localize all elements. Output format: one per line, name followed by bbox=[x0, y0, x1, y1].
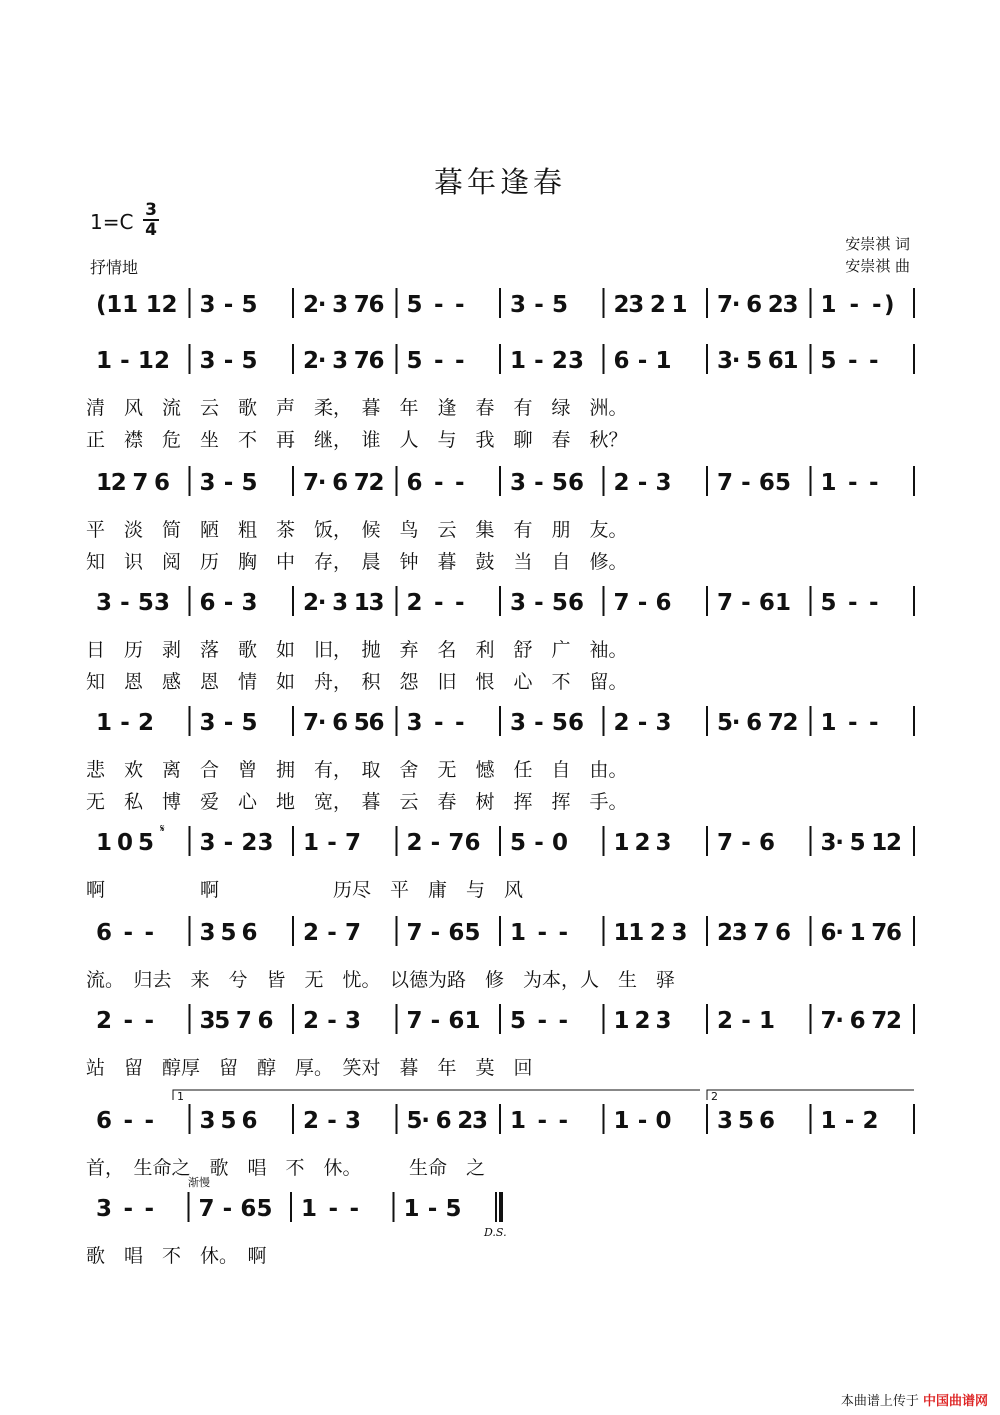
measure-notes: 2 - 76 bbox=[406, 830, 481, 856]
measure-notes: 5· 6 72 bbox=[717, 710, 799, 736]
measure-notes: 7 - 65 bbox=[198, 1196, 273, 1222]
measure-notes: 3 - - bbox=[406, 710, 465, 736]
measure-notes: 6 - - bbox=[96, 920, 154, 946]
measure-notes: 1 - - bbox=[510, 920, 568, 946]
measure-notes: 1 - - bbox=[820, 470, 879, 496]
measure-notes: 7 - 6 bbox=[613, 590, 672, 616]
measure-notes: 2 - 3 bbox=[613, 470, 672, 496]
lyric-line: 歌 唱 不 休。 啊 bbox=[86, 1245, 267, 1267]
time-signature-bottom: 4 bbox=[143, 219, 159, 239]
measure-notes: 6 - 1 bbox=[613, 348, 672, 374]
measure-notes: 5 - - bbox=[406, 348, 465, 374]
measure-notes: 6· 1 76 bbox=[820, 920, 902, 946]
measure-notes: 2· 3 76 bbox=[303, 348, 385, 374]
measure-notes: 2 - 3 bbox=[613, 710, 672, 736]
lyric-line: 悲 欢 离 合 曾 拥 有， 取 舍 无 憾 任 自 由。 bbox=[86, 759, 628, 781]
measure-notes: 1 2 3 bbox=[613, 1008, 672, 1034]
measure-notes: 1 - 12 bbox=[96, 348, 170, 374]
measure-notes: (11 12 bbox=[96, 292, 178, 318]
measure-notes: 2 - 3 bbox=[303, 1108, 361, 1134]
measure-notes: 3 5 6 bbox=[199, 1108, 258, 1134]
measure-notes: 2 - 1 bbox=[717, 1008, 775, 1034]
segno-icon: 𝄋 bbox=[160, 822, 165, 835]
measure-notes: 3 - 5 bbox=[199, 710, 258, 736]
measure-notes: 6 - - bbox=[406, 470, 465, 496]
measure-notes: 1 - 2 bbox=[96, 710, 154, 736]
measure-notes: 3 - 5 bbox=[199, 348, 258, 374]
volta-bracket-2 bbox=[707, 1090, 914, 1100]
tempo-marking: 抒情地 bbox=[90, 258, 139, 277]
lyric-line: 知 识 阅 历 胸 中 存， 晨 钟 暮 鼓 当 自 修。 bbox=[86, 551, 628, 573]
measure-notes: 5· 6 23 bbox=[406, 1108, 488, 1134]
measure-notes: 3 5 6 bbox=[717, 1108, 775, 1134]
ds-marking: D.S. bbox=[484, 1226, 507, 1239]
measure-notes: 1 - 23 bbox=[510, 348, 584, 374]
measure-notes: 7 - 65 bbox=[717, 470, 791, 496]
measure-notes: 35 7 6 bbox=[199, 1008, 274, 1034]
measure-notes: 1 - 7 bbox=[303, 830, 361, 856]
measure-notes: 3 - 5 bbox=[510, 292, 568, 318]
volta-bracket-1 bbox=[173, 1090, 700, 1100]
measure-notes: 1 - - bbox=[510, 1108, 568, 1134]
measure-notes: 5 - - bbox=[510, 1008, 568, 1034]
measure-notes: 3 - 56 bbox=[510, 470, 584, 496]
measure-notes: 1 - - bbox=[301, 1196, 359, 1222]
lyric-line: 流。 归去 来 兮 皆 无 忧。 以德为路 修 为本，人 生 驿 bbox=[86, 969, 676, 991]
key-signature: 1=C bbox=[90, 210, 134, 234]
measure-notes: 1 0 5 bbox=[96, 830, 154, 856]
measure-notes: 23 7 6 bbox=[717, 920, 791, 946]
measure-notes: 1 - - bbox=[820, 710, 879, 736]
measure-notes: 5 - - bbox=[406, 292, 465, 318]
measure-notes: 2· 3 76 bbox=[303, 292, 385, 318]
measure-notes: 3 5 6 bbox=[199, 920, 258, 946]
measure-notes: 2· 3 13 bbox=[303, 590, 385, 616]
composer-credit: 安崇祺 曲 bbox=[845, 257, 910, 275]
lyric-line: 日 历 剥 落 歌 如 旧， 抛 弃 名 利 舒 广 袖。 bbox=[86, 639, 628, 661]
lyric-line: 站 留 醇厚 留 醇 厚。 笑对 暮 年 莫 回 bbox=[86, 1057, 533, 1079]
lyric-line: 正 襟 危 坐 不 再 继， 谁 人 与 我 聊 春 秋？ bbox=[86, 429, 628, 451]
measure-notes: 2 - - bbox=[406, 590, 465, 616]
measure-notes: 3 - 53 bbox=[96, 590, 170, 616]
lyric-line: 首， 生命之 歌 唱 不 休。 生命 之 bbox=[86, 1157, 486, 1179]
measure-notes: 1 2 3 bbox=[613, 830, 672, 856]
measure-notes: 11 2 3 bbox=[613, 920, 688, 946]
lyric-line: 知 恩 感 恩 情 如 舟， 积 怨 旧 恨 心 不 留。 bbox=[86, 671, 628, 693]
lyric-line: 清 风 流 云 歌 声 柔， 暮 年 逢 春 有 绿 洲。 bbox=[86, 397, 628, 419]
measure-notes: 3 - 5 bbox=[199, 292, 258, 318]
measure-notes: 2 - - bbox=[96, 1008, 154, 1034]
measure-notes: 23 2 1 bbox=[613, 292, 688, 318]
measure-notes: 7 - 61 bbox=[717, 590, 791, 616]
page-title: 暮年逢春 bbox=[433, 165, 566, 199]
measure-notes: 1 - 5 bbox=[403, 1196, 462, 1222]
measure-notes: 3 - - bbox=[96, 1196, 154, 1222]
measure-notes: 7· 6 23 bbox=[717, 292, 799, 318]
measure-notes: 1 - -) bbox=[820, 292, 895, 318]
time-signature-top: 3 bbox=[145, 200, 157, 220]
measure-notes: 2 - 3 bbox=[303, 1008, 361, 1034]
rit-marking: 渐慢 bbox=[188, 1176, 210, 1189]
measure-notes: 7 - 61 bbox=[406, 1008, 481, 1034]
measure-notes: 3 - 23 bbox=[199, 830, 274, 856]
footer-text: 本曲谱上传于 bbox=[840, 1394, 919, 1409]
measure-notes: 1 - 0 bbox=[613, 1108, 672, 1134]
footer bbox=[841, 1390, 988, 1409]
measure-notes: 7· 6 72 bbox=[820, 1008, 902, 1034]
measure-notes: 3 - 56 bbox=[510, 710, 584, 736]
measure-notes: 5 - - bbox=[820, 590, 879, 616]
measure-notes: 3· 5 12 bbox=[820, 830, 902, 856]
lyric-line: 平 淡 简 陋 粗 茶 饭， 候 鸟 云 集 有 朋 友。 bbox=[86, 519, 628, 541]
measure-notes: 7· 6 72 bbox=[303, 470, 385, 496]
measure-notes: 6 - - bbox=[96, 1108, 154, 1134]
measure-notes: 6 - 3 bbox=[199, 590, 258, 616]
measure-notes: 7 - 6 bbox=[717, 830, 775, 856]
measure-notes: 3· 5 61 bbox=[717, 348, 799, 374]
site-logo: 中国曲谱网 bbox=[922, 1394, 988, 1409]
measure-notes: 7· 6 56 bbox=[303, 710, 385, 736]
lyric-line: 无 私 博 爱 心 地 宽， 暮 云 春 树 挥 挥 手。 bbox=[86, 791, 628, 813]
measure-notes: 3 - 56 bbox=[510, 590, 584, 616]
volta-number-2: 2 bbox=[711, 1090, 718, 1103]
measure-notes: 12 7 6 bbox=[96, 470, 170, 496]
volta-number-1: 1 bbox=[177, 1090, 184, 1103]
measure-notes: 7 - 65 bbox=[406, 920, 481, 946]
measure-notes: 5 - - bbox=[820, 348, 879, 374]
lyricist-credit: 安崇祺 词 bbox=[845, 235, 910, 253]
lyric-line: 啊 啊 历尽 平 庸 与 风 bbox=[86, 879, 524, 901]
measure-notes: 3 - 5 bbox=[199, 470, 258, 496]
measure-notes: 1 - 2 bbox=[820, 1108, 879, 1134]
measure-notes: 5 - 0 bbox=[510, 830, 568, 856]
measure-notes: 2 - 7 bbox=[303, 920, 361, 946]
